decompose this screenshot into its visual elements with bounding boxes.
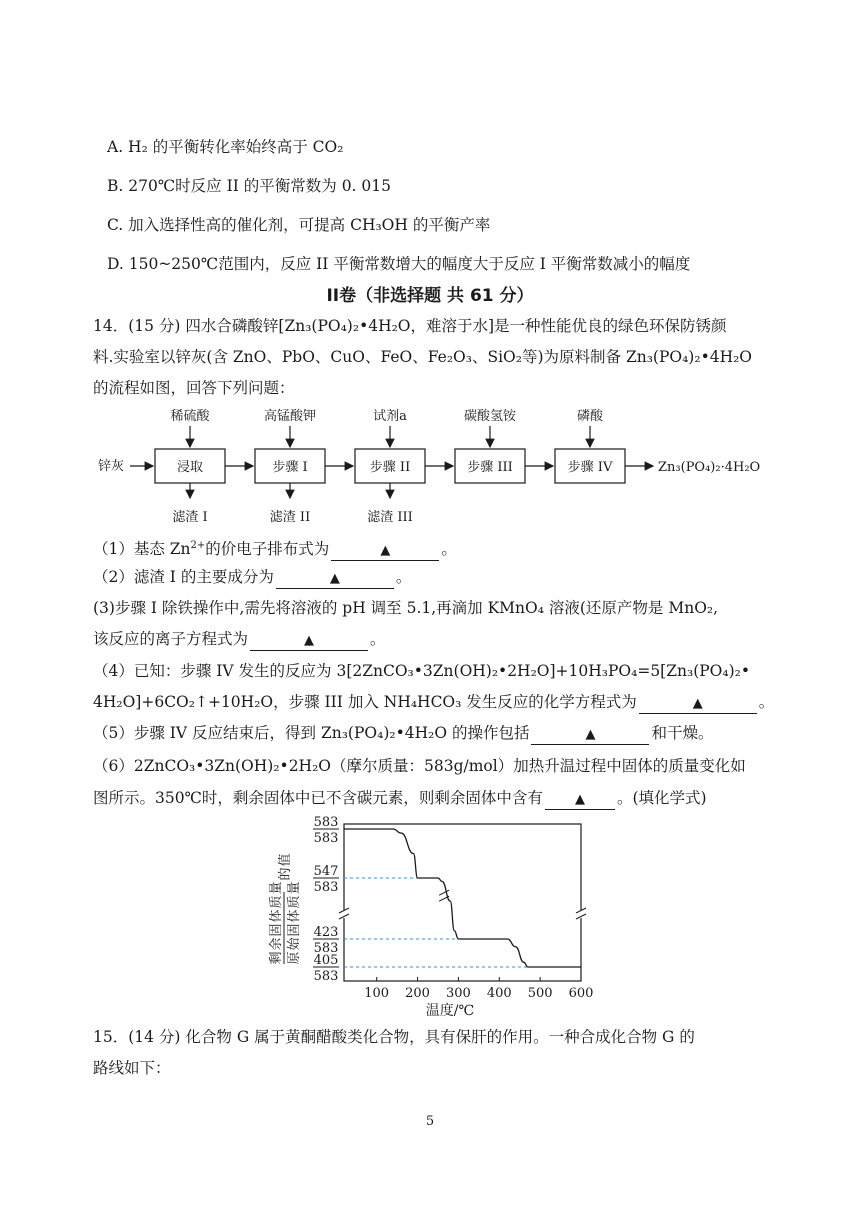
q14-part-1 bbox=[93, 536, 457, 561]
x-tick-label: 300 bbox=[445, 986, 471, 1001]
y-label-char: 体 bbox=[287, 909, 302, 923]
y-label-char: 固 bbox=[269, 923, 284, 937]
answer-blank-4[interactable] bbox=[639, 693, 757, 714]
q15-line-1: 15．(14 分) 化合物 G 属于黄酮醋酸类化合物，具有保肝的作用。一种合成化合物 G 的 bbox=[93, 1028, 695, 1046]
q14-part-2-period: 。 bbox=[395, 568, 412, 586]
flow-step-0 bbox=[155, 449, 225, 483]
flow-residue-label: 滤渣 II bbox=[269, 510, 311, 525]
flow-step-3 bbox=[455, 449, 525, 483]
flow-step-label: 步骤 IV bbox=[567, 460, 613, 475]
q14-part-6-text-b: 。(填化学式) bbox=[616, 789, 707, 807]
y-label-char: 值 bbox=[278, 853, 293, 867]
y-label-denominator bbox=[286, 881, 302, 964]
flow-residue-label: 滤渣 III bbox=[367, 510, 413, 525]
answer-blank-2[interactable] bbox=[276, 568, 394, 589]
q14-part-1-superscript: 2+ bbox=[190, 540, 206, 551]
q15-line-2: 路线如下： bbox=[93, 1059, 171, 1077]
flow-reagent-label: 磷酸 bbox=[576, 409, 604, 424]
y-tick-numerator: 583 bbox=[313, 815, 339, 830]
y-label-suffix bbox=[277, 853, 293, 880]
y-label-char: 质 bbox=[287, 895, 302, 909]
q14-intro-line-1: 14．(15 分) 四水合磷酸锌[Zn₃(PO₄)₂•4H₂O，难溶于水]是一种性能优良的绿色环保防锈颜 bbox=[93, 317, 727, 335]
flow-reagent-label: 稀硫酸 bbox=[170, 409, 210, 424]
flow-product-label: Zn₃(PO₄)₂·4H₂O bbox=[658, 460, 761, 475]
y-label-char: 始 bbox=[287, 937, 302, 951]
q14-part-4-line-1: （4）已知：步骤 IV 发生的反应为 3[2ZnCO₃•3Zn(OH)₂•2H₂O]+10H₃PO₄=5[Zn₃(PO₄)₂• bbox=[93, 662, 750, 680]
flow-step-1 bbox=[255, 449, 325, 483]
plot-frame bbox=[344, 824, 581, 981]
process-flow-diagram bbox=[90, 400, 780, 530]
y-label-char: 剩 bbox=[269, 951, 284, 965]
q14-part-5-text-a: （5）步骤 IV 反应结束后，得到 Zn₃(PO₄)₂•4H₂O 的操作包括 bbox=[93, 724, 530, 742]
y-label-char: 余 bbox=[269, 937, 284, 951]
answer-mark: ▲ bbox=[329, 571, 340, 586]
y-axis-label bbox=[268, 853, 302, 964]
q14-part-5-text-b: 和干燥。 bbox=[651, 724, 714, 742]
option-c: C. 加入选择性高的催化剂，可提高 CH₃OH 的平衡产率 bbox=[107, 216, 491, 234]
flow-step-4 bbox=[555, 449, 625, 483]
q14-part-4-text: 4H₂O]+6CO₂↑+10H₂O，步骤 III 加入 NH₄HCO₃ 发生反应的化学方程式为 bbox=[93, 693, 637, 711]
q14-part-1-period: 。 bbox=[441, 540, 457, 558]
q14-intro-line-3: 的流程如图，回答下列问题： bbox=[93, 379, 295, 397]
y-label-char: 的 bbox=[278, 867, 293, 881]
q14-part-5 bbox=[93, 723, 713, 745]
answer-blank-1[interactable] bbox=[331, 540, 439, 561]
y-label-char: 质 bbox=[269, 895, 284, 909]
option-d: D. 150~250℃范围内，反应 II 平衡常数增大的幅度大于反应 I 平衡常数减小的幅度 bbox=[107, 255, 691, 273]
y-tick-numerator: 405 bbox=[313, 953, 339, 968]
answer-blank-5[interactable] bbox=[531, 724, 649, 745]
q14-part-1-text-b: 的价电子排布式为 bbox=[205, 540, 330, 558]
q14-part-2 bbox=[93, 567, 411, 589]
q14-part-6-text-a: 图所示。350℃时，剩余固体中已不含碳元素，则剩余固体中含有 bbox=[93, 789, 543, 807]
q14-part-3-line-2 bbox=[93, 629, 386, 651]
answer-mark: ▲ bbox=[304, 633, 315, 648]
flow-reagent-label: 试剂a bbox=[373, 409, 407, 424]
answer-blank-3[interactable] bbox=[250, 630, 368, 651]
q14-part-2-text: （2）滤渣 I 的主要成分为 bbox=[93, 568, 274, 586]
flow-reagent-label: 高锰酸钾 bbox=[263, 409, 317, 424]
q14-part-3-text: 该反应的离子方程式为 bbox=[93, 630, 249, 648]
answer-mark: ▲ bbox=[692, 696, 703, 711]
flow-step-label: 步骤 II bbox=[369, 460, 411, 475]
flow-reagent-label: 碳酸氢铵 bbox=[463, 409, 517, 424]
flow-step-label: 步骤 III bbox=[467, 460, 513, 475]
x-tick-label: 600 bbox=[568, 986, 594, 1001]
answer-mark: ▲ bbox=[380, 543, 391, 558]
y-label-char: 量 bbox=[287, 881, 302, 895]
series-line bbox=[344, 829, 581, 967]
q14-part-6-line-2 bbox=[93, 788, 707, 810]
answer-mark: ▲ bbox=[574, 792, 585, 807]
answer-blank-6[interactable] bbox=[545, 789, 615, 810]
q14-part-6-line-1: （6）2ZnCO₃•3Zn(OH)₂•2H₂O（摩尔质量：583g/mol）加热升温过程中固体的质量变化如 bbox=[93, 757, 746, 775]
section-title: II卷（非选择题 共 61 分） bbox=[326, 286, 534, 306]
x-axis-label: 温度/℃ bbox=[425, 1003, 475, 1019]
flow-step-2 bbox=[355, 449, 425, 483]
q14-part-3-period: 。 bbox=[370, 630, 386, 648]
x-tick-label: 400 bbox=[486, 986, 512, 1001]
y-tick-denominator: 583 bbox=[313, 969, 339, 984]
y-tick-numerator: 423 bbox=[313, 925, 339, 940]
answer-mark: ▲ bbox=[585, 727, 596, 742]
y-tick-denominator: 583 bbox=[313, 880, 339, 895]
option-b: B. 270℃时反应 II 的平衡常数为 0. 015 bbox=[107, 177, 391, 195]
y-label-numerator bbox=[268, 881, 284, 964]
mass-change-chart bbox=[258, 812, 608, 1020]
x-tick-label: 500 bbox=[527, 986, 553, 1001]
y-tick-denominator: 583 bbox=[313, 941, 339, 956]
y-tick-numerator: 547 bbox=[313, 864, 339, 879]
flow-residue-label: 滤渣 I bbox=[172, 510, 208, 525]
y-label-char: 原 bbox=[287, 951, 302, 965]
q14-part-3-line-1: (3)步骤 I 除铁操作中,需先将溶液的 pH 调至 5.1,再滴加 KMnO₄ 溶液(还原产物是 MnO₂, bbox=[93, 599, 719, 617]
q14-part-4-line-2 bbox=[93, 692, 774, 714]
q14-intro-line-2: 料.实验室以锌灰(含 ZnO、PbO、CuO、FeO、Fe₂O₃、SiO₂等)为原料制备 Zn₃(PO₄)₂•4H₂O bbox=[93, 348, 753, 366]
x-tick-label: 100 bbox=[364, 986, 390, 1001]
x-tick-label: 200 bbox=[405, 986, 430, 1001]
q14-part-4-period: 。 bbox=[758, 693, 775, 711]
y-tick-denominator: 583 bbox=[313, 831, 339, 846]
flow-step-label: 浸取 bbox=[176, 460, 204, 475]
q14-part-1-text-a: （1）基态 Zn bbox=[93, 540, 191, 558]
option-a: A. H₂ 的平衡转化率始终高于 CO₂ bbox=[107, 138, 344, 156]
flow-step-label: 步骤 I bbox=[272, 460, 308, 475]
y-label-char: 体 bbox=[269, 909, 284, 923]
page-number: 5 bbox=[425, 1114, 435, 1129]
flow-start-label: 锌灰 bbox=[98, 459, 125, 474]
y-label-char: 量 bbox=[269, 881, 284, 895]
y-label-char: 固 bbox=[287, 923, 302, 937]
